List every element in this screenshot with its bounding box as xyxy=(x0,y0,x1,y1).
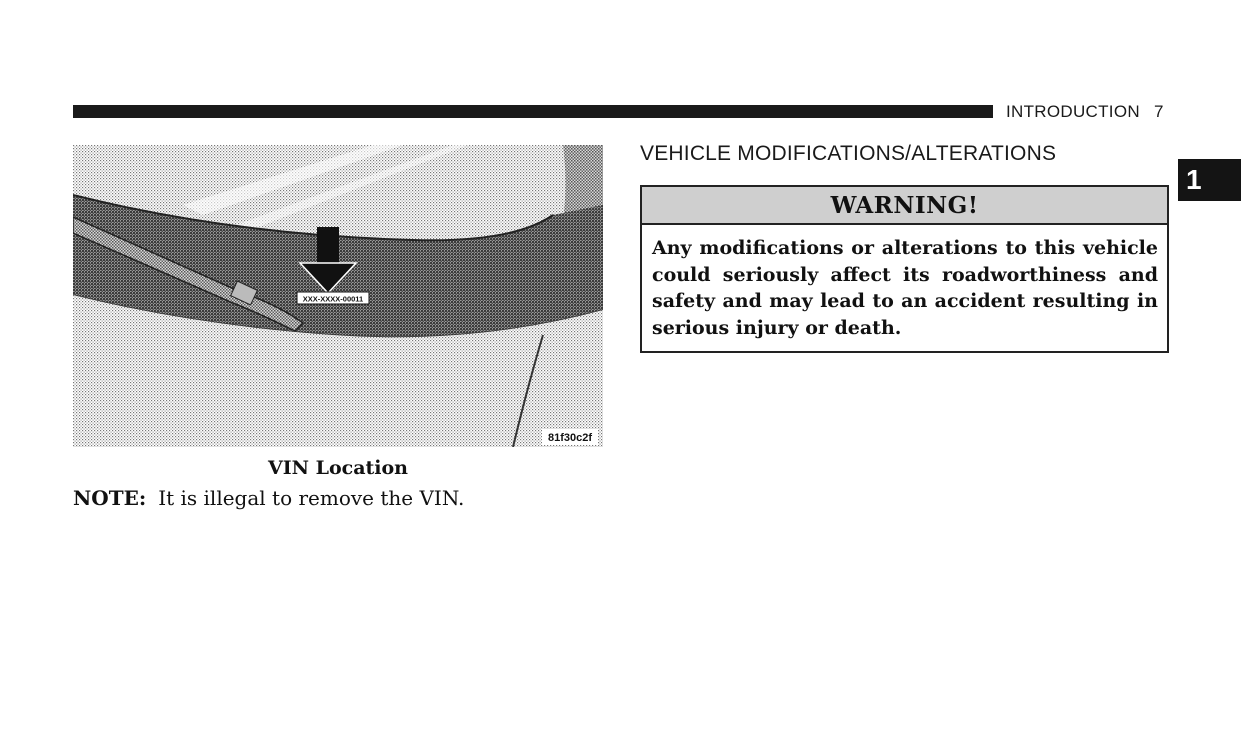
page-number: 7 xyxy=(1153,102,1164,121)
warning-text: Any modifications or alterations to this vehicle could seriously affect its roadworthiness and safety and may lead to an accident resulting in serious injury or death. xyxy=(652,237,1158,339)
running-header xyxy=(1006,102,1164,122)
note xyxy=(73,486,464,510)
header-section: INTRODUCTION xyxy=(1006,102,1140,121)
warning-title: WARNING! xyxy=(642,187,1167,225)
vin-plate xyxy=(297,292,369,304)
note-text: It is illegal to remove the VIN. xyxy=(158,486,465,510)
vin-plate-text: XXX-XXXX-00011 xyxy=(302,294,364,304)
chapter-tab[interactable]: 1 xyxy=(1178,159,1241,201)
note-label: NOTE: xyxy=(73,486,147,510)
figure-id: 81f30c2f xyxy=(547,432,593,444)
header-rule xyxy=(73,105,993,118)
vin-location-figure xyxy=(73,145,603,447)
figure-caption: VIN Location xyxy=(267,457,408,479)
section-title: VEHICLE MODIFICATIONS/ALTERATIONS xyxy=(640,142,1057,165)
warning-box xyxy=(640,185,1169,353)
